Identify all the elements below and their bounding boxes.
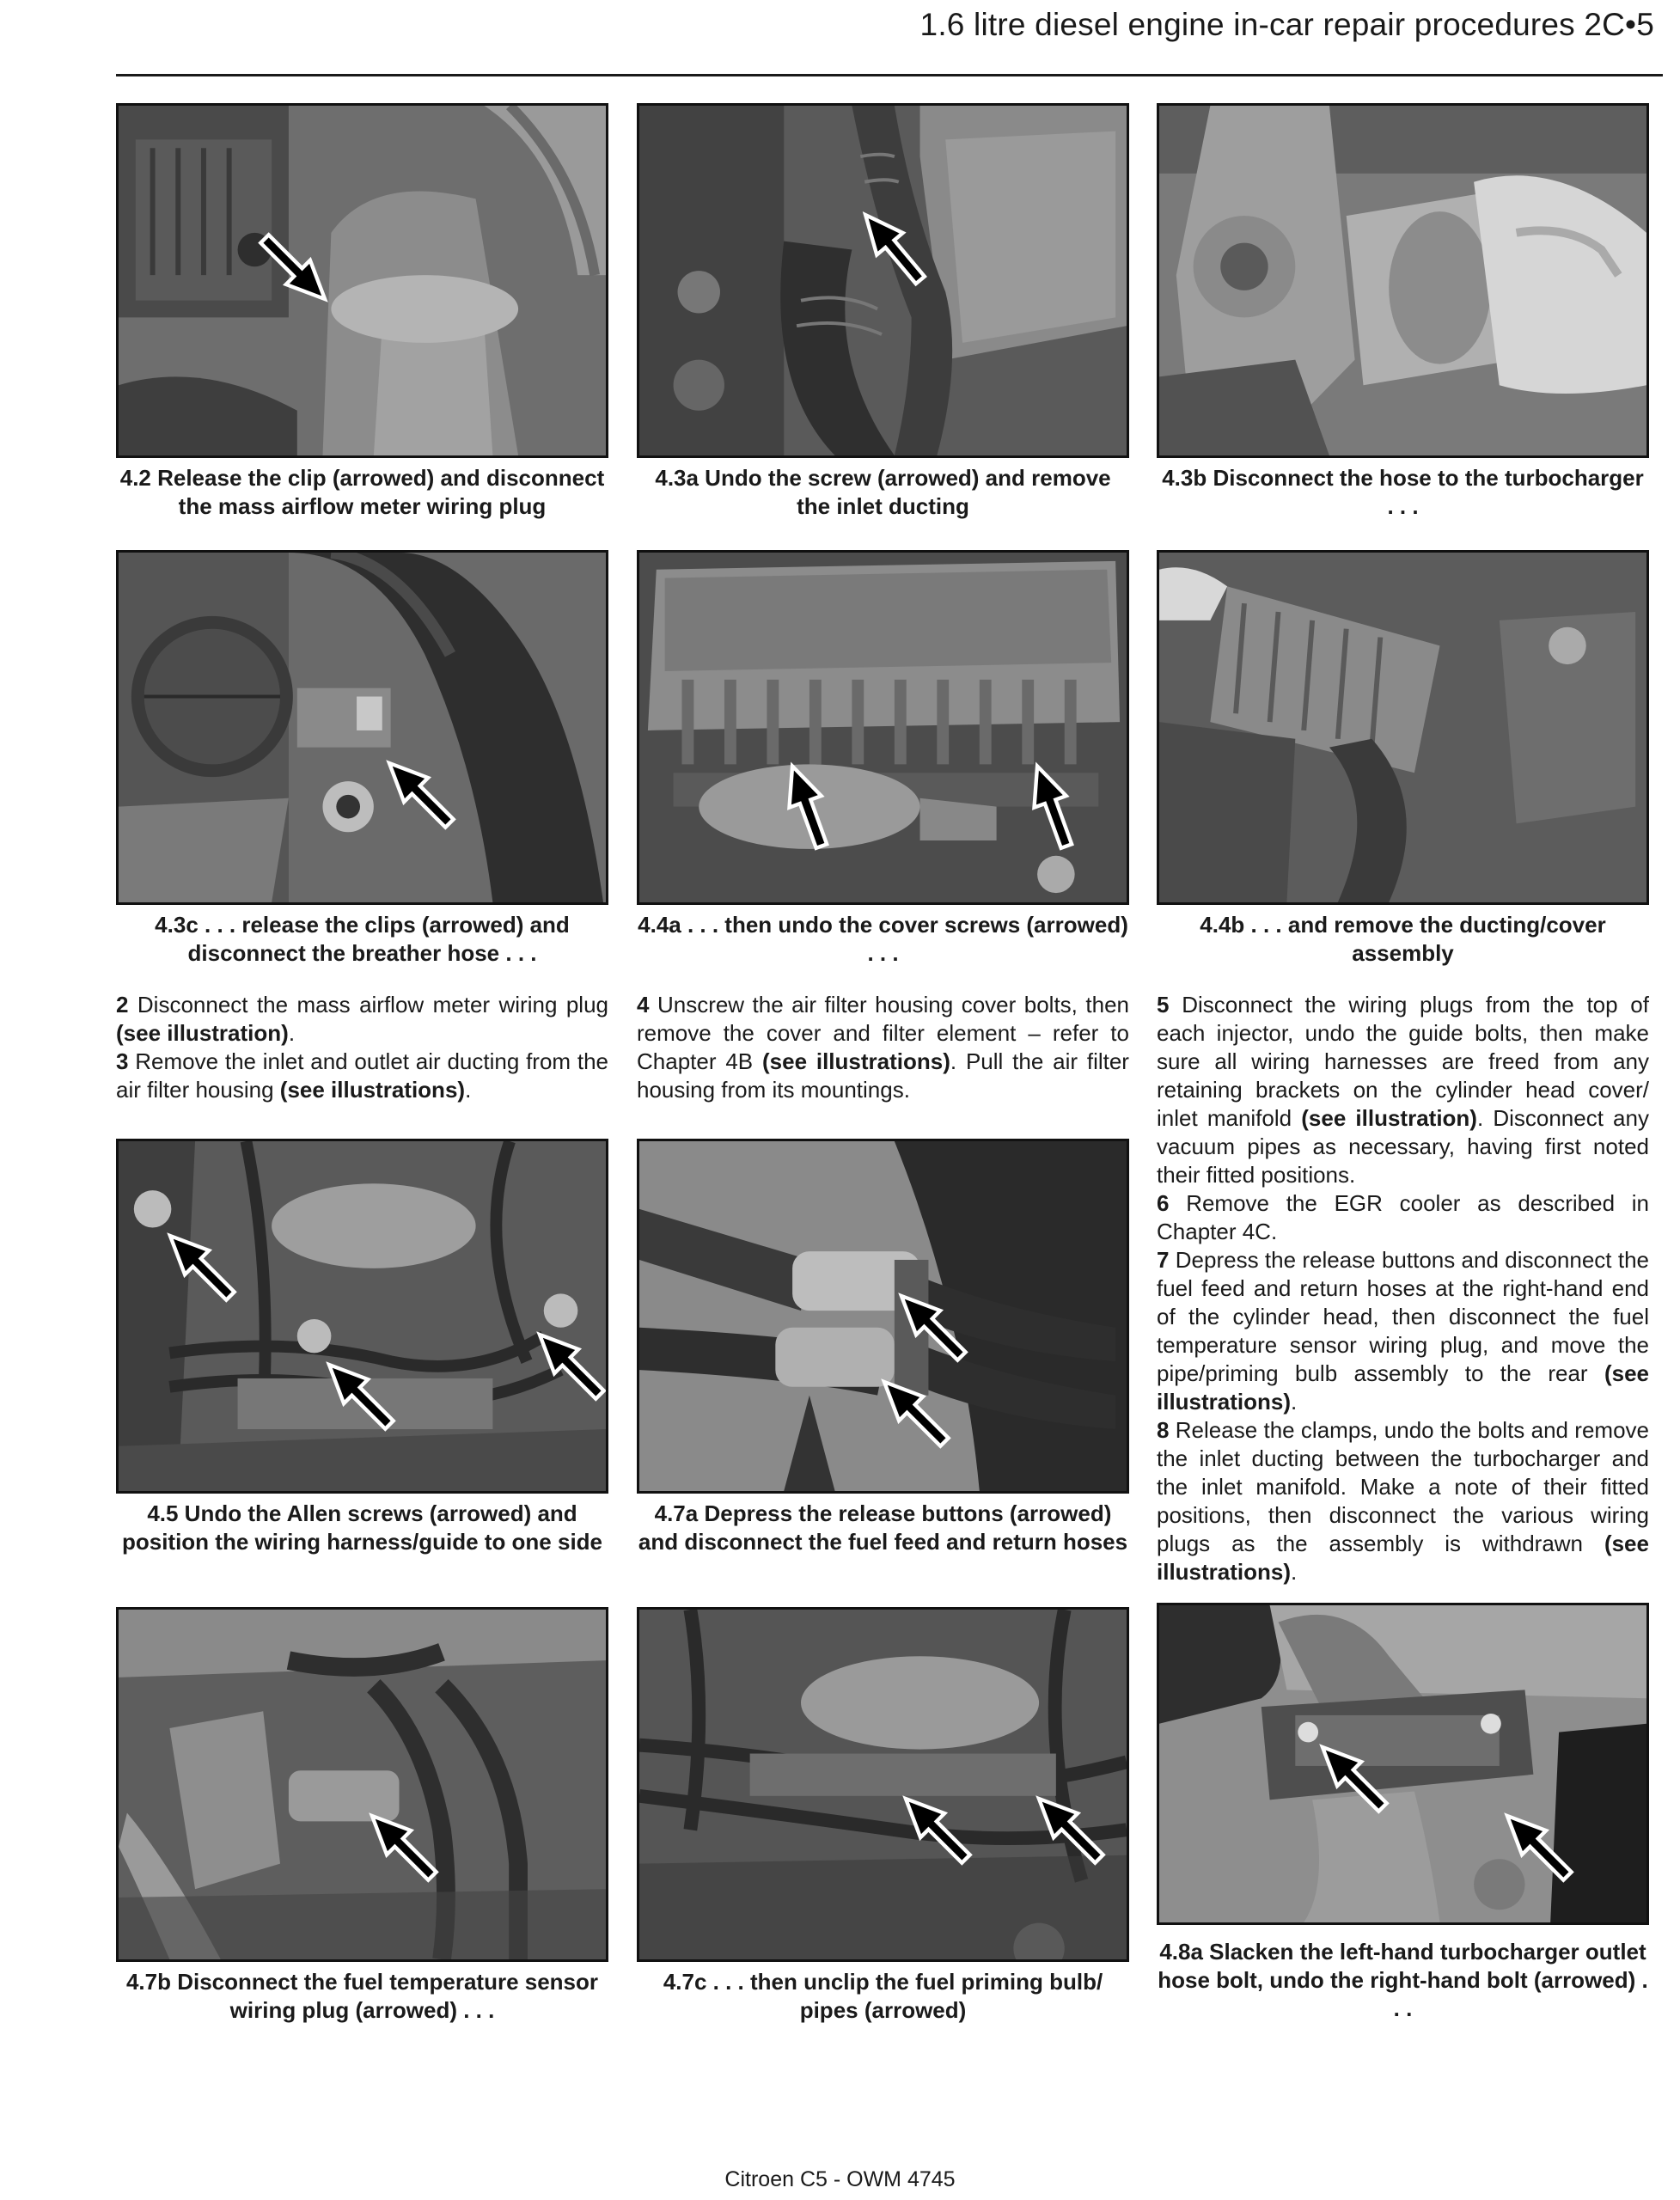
illustration-ref: (see illustrations) <box>1157 1531 1649 1585</box>
photo-4-7b <box>116 1607 608 1962</box>
photo-4-3a <box>637 103 1129 458</box>
step-text: . Disconnect any vacuum pipes as necessary, having first noted their fitted positions. <box>1157 1105 1649 1188</box>
arrow-icon <box>522 1317 608 1412</box>
step-number: 5 <box>1157 992 1170 1018</box>
text-column-1 <box>116 991 608 1104</box>
illustration-ref: (see illustrations) <box>279 1077 466 1103</box>
arrow-icon <box>312 1348 406 1442</box>
caption-4-7b: 4.7b Disconnect the fuel temperature sensor wiring plug (arrowed) . . . <box>125 1969 599 2023</box>
caption-4-3c: 4.3c . . . release the clips (arrowed) and disconnect the breather hose . . . <box>155 912 570 966</box>
step-text: . <box>1291 1559 1298 1585</box>
step-text: . Pull the air filter housing from its mountings. <box>637 1048 1129 1103</box>
caption-4-3a: 4.3a Undo the screw (arrowed) and remove the inlet ducting <box>655 465 1111 519</box>
arrow-icon <box>1022 1781 1116 1876</box>
caption-4-2: 4.2 Release the clip (arrowed) and disconnect the mass airflow meter wiring plug <box>119 465 605 519</box>
step-text: Remove the inlet and outlet air ducting from the air filter housing <box>116 1048 608 1103</box>
step-number: 6 <box>1157 1190 1170 1216</box>
photo-4-4a <box>637 550 1129 905</box>
step-number: 3 <box>116 1048 129 1074</box>
photo-4-7c <box>637 1607 1129 1962</box>
photo-4-3c <box>116 550 608 905</box>
step-number: 8 <box>1157 1417 1170 1443</box>
step-text: Unscrew the air filter housing cover bolts, then remove the cover and filter element – refer to Chapter 4B <box>637 992 1129 1074</box>
page-header: 1.6 litre diesel engine in-car repair procedures 2C•5 <box>919 7 1654 42</box>
arrow-icon <box>1005 759 1099 853</box>
caption-4-4b: 4.4b . . . and remove the ducting/cover assembly <box>1200 912 1606 966</box>
step-text: Depress the release buttons and disconnect the fuel feed and return hoses at the right-hand end of the cylinder head, then disconnect the fuel temperature sensor wiring plug, and move the pipe/priming bulb assembly to the rear <box>1157 1247 1649 1386</box>
photo-4-5 <box>116 1139 608 1494</box>
step-text: Release the clamps, undo the bolts and remove the inlet ducting between the turbocharger and the inlet manifold. Make a note of their fitted positions, then disconnect the various wiring plugs as the assembly is withdrawn <box>1157 1417 1649 1556</box>
caption-4-8a: 4.8a Slacken the left-hand turbocharger outlet hose bolt, undo the right-hand bolt (arrowed) . . . <box>1158 1939 1648 2021</box>
step-text: . <box>465 1077 472 1103</box>
photo-4-2 <box>116 103 608 458</box>
header-rule <box>116 74 1663 76</box>
caption-4-5: 4.5 Undo the Allen screws (arrowed) and position the wiring harness/guide to one side <box>121 1500 603 1555</box>
text-column-2 <box>637 991 1129 1104</box>
step-number: 2 <box>116 992 129 1018</box>
arrow-icon <box>372 746 467 840</box>
arrow-icon <box>247 222 342 316</box>
photo-4-3b <box>1157 103 1649 458</box>
arrow-icon <box>846 200 940 295</box>
arrow-icon <box>760 759 854 853</box>
photo-4-7a <box>637 1139 1129 1494</box>
arrow-icon <box>884 1279 979 1373</box>
illustration-ref: (see illustrations) <box>1157 1360 1649 1415</box>
step-text: Remove the EGR cooler as described in Chapter 4C. <box>1157 1190 1649 1244</box>
arrow-icon <box>1305 1730 1400 1824</box>
arrow-icon <box>1490 1799 1585 1893</box>
step-number: 7 <box>1157 1247 1170 1273</box>
caption-4-7a: 4.7a Depress the release buttons (arrowed) and disconnect the fuel feed and return hoses <box>638 1500 1128 1555</box>
step-text: . <box>288 1020 296 1046</box>
step-text: Disconnect the mass airflow meter wiring plug <box>137 992 608 1018</box>
text-column-3-continued <box>1157 1139 1649 1140</box>
illustration-ref: (see illustration) <box>1301 1105 1477 1131</box>
caption-4-7c: 4.7c . . . then unclip the fuel priming bulb/ pipes (arrowed) <box>663 1969 1103 2023</box>
arrow-icon <box>867 1365 962 1459</box>
photo-4-4b <box>1157 550 1649 905</box>
caption-4-3b: 4.3b Disconnect the hose to the turbocharger . . . <box>1162 465 1644 519</box>
illustration-ref: (see illustration) <box>116 1020 289 1046</box>
step-text: Disconnect the wiring plugs from the top of each injector, undo the guide bolts, then make sure all wiring harnesses are freed from any retaining brackets on the cylinder head cover/ inlet manifold <box>1157 992 1649 1131</box>
step-text: . <box>1291 1389 1298 1415</box>
page-footer: Citroen C5 - OWM 4745 <box>724 2167 956 2191</box>
arrow-icon <box>153 1219 247 1313</box>
caption-4-4a: 4.4a . . . then undo the cover screws (arrowed) . . . <box>638 912 1128 966</box>
text-column-3 <box>1157 991 1649 1586</box>
arrow-icon <box>889 1781 983 1876</box>
photo-4-8a <box>1157 1603 1649 1925</box>
arrow-icon <box>355 1799 449 1893</box>
illustration-ref: (see illustrations) <box>761 1048 950 1074</box>
step-number: 4 <box>637 992 650 1018</box>
